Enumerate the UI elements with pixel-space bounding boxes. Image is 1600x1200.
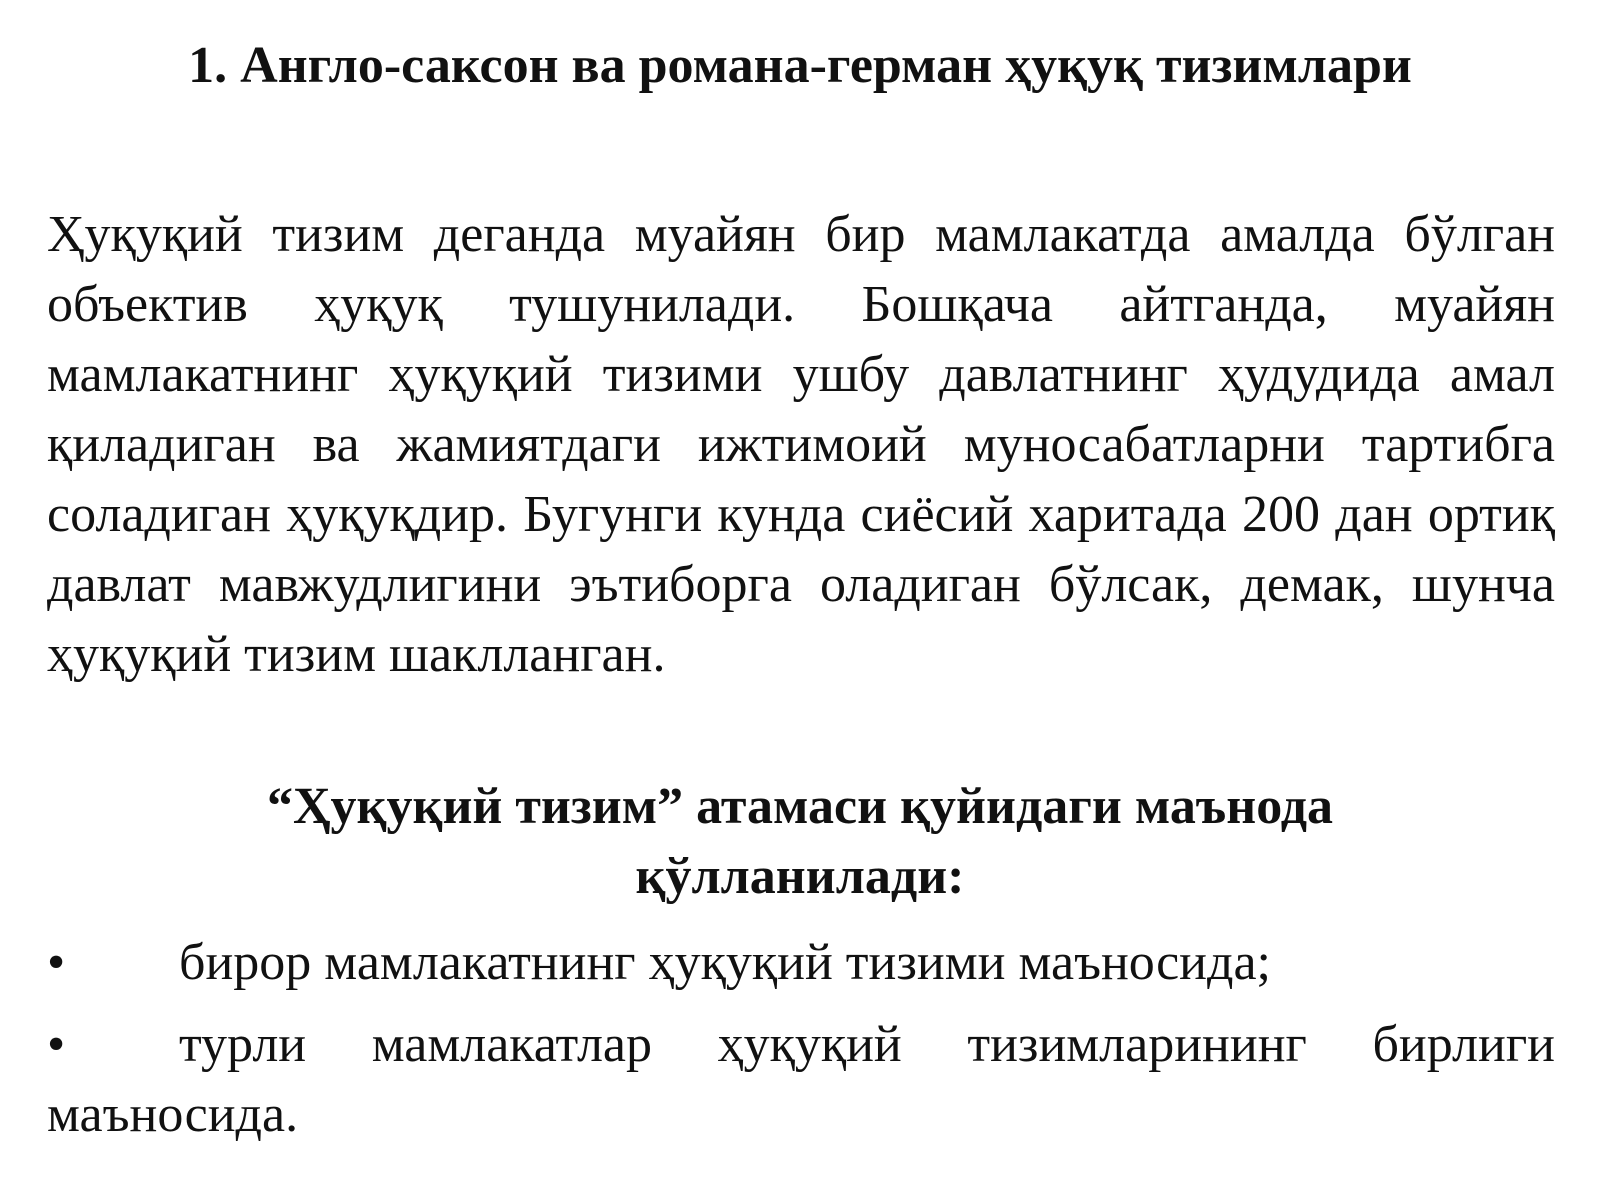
bullet-marker: • — [47, 934, 66, 991]
body-paragraph: Ҳуқуқий тизим деганда муайян бир мамлакатда амалда бўлган объектив ҳуқуқ тушунилади. Бошқача айтганда, муайян мамлакатнинг ҳуқуқий тизими ушбу давлатнинг ҳудудида амал қиладиган ва жамиятдаги ижтимоий муносабатларни тартибга соладиган ҳуқуқдир. Бугунги кунда сиёсий харитада 200 дан ортиқ давлат мавжудлигини эътиборга оладиган бўлсак, демак, шунча ҳуқуқий тизим шаклланган. — [47, 206, 1555, 683]
bullet-text: бирор мамлакатнинг ҳуқуқий тизими маъносида; — [179, 934, 1271, 991]
bullet-item-1 — [47, 928, 1555, 998]
bullet-marker: • — [47, 1016, 66, 1073]
bullet-item-2 — [47, 1010, 1555, 1150]
section-subheading: “Ҳуқуқий тизим” атамаси қуйидаги маънода қўлланилади: — [266, 778, 1334, 905]
page-title: 1. Англо-саксон ва романа-герман ҳуқуқ тизимлари — [188, 37, 1412, 94]
bullet-text: турли мамлакатлар ҳуқуқий тизимларининг бирлиги маъносида. — [47, 1016, 1555, 1143]
bullet-list — [47, 928, 1555, 1162]
